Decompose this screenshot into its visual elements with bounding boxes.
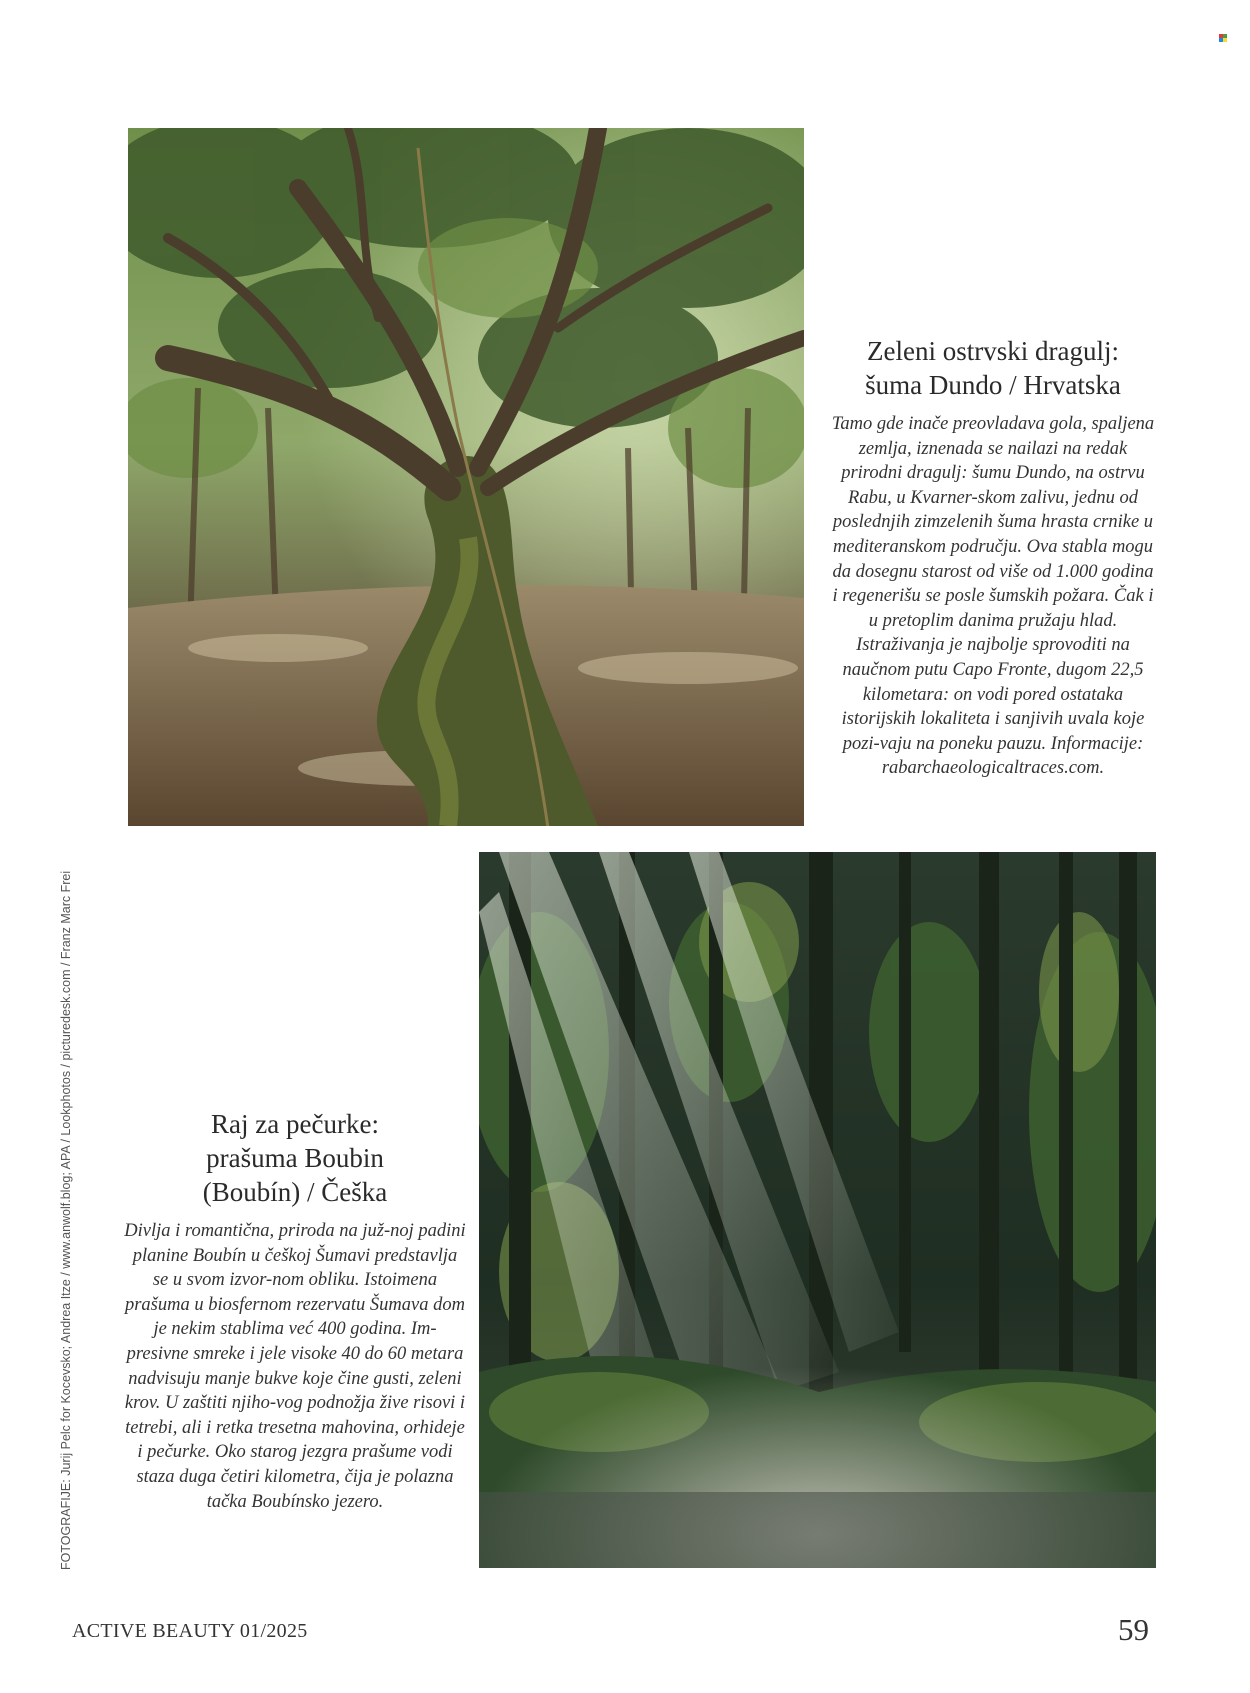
photo-credits: FOTOGRAFIJE: Jurij Pelc for Kocevsko; Andrea Itze / www.anwolf.blog; APA / Lookphotos / picturedesk.com / Franz Marc Frei — [59, 870, 73, 1570]
page-number: 59 — [1118, 1612, 1149, 1647]
article-dundo-forest — [828, 334, 1158, 781]
title-line-1: Zeleni ostrvski dragulj: — [867, 336, 1119, 366]
title-line-1: Raj za pečurke: — [211, 1109, 379, 1139]
article-body-dundo: Tamo gde inače preovladava gola, spaljena zemlja, iznenada se nailazi na redak prirodni dragulj: šumu Dundo, na ostrvu Rabu, u Kvarner-skom zalivu, jednu od poslednjih zimzelenih šuma hrasta crnike u mediteranskom području. Ova stabla mogu da dosegnu starost od više od 1.000 godina i regenerišu se posle šumskih požara. Čak i u pretoplim danima pružaju hlad. Istraživanja je najbolje sprovoditi na naučnom putu Capo Fronte, dugom 22,5 kilometara: on vodi pored ostataka istorijskih lokaliteta i sanjivih uvala koje pozi-vaju na poneku pauzu. Informacije: rabarchaeologicaltraces.com. — [831, 414, 1155, 779]
photo-boubin-forest — [479, 852, 1156, 1568]
article-title-dundo — [828, 334, 1158, 402]
title-line-2: šuma Dundo / Hrvatska — [865, 370, 1121, 400]
corner-color-mark — [1219, 34, 1227, 42]
title-line-2: prašuma Boubin — [206, 1143, 384, 1173]
article-body-boubin: Divlja i romantična, priroda na juž-noj padini planine Boubín u češkoj Šumavi predstavlja se u svom izvor-nom obliku. Istoimena prašuma u biosfernom rezervatu Šumava dom je nekim stablima već 400 godina. Im-presivne smreke i jele visoke 40 do 60 metara nadvisuju manje bukve koje čine gusti, zeleni krov. U zaštiti njiho-vog podnožja žive risovi i tetrebi, ali i retka tresetna mahovina, orhideje i pečurke. Oko starog jezgra prašume vodi staza duga četiri kilometra, čija je polazna tačka Boubínsko jezero. — [124, 1221, 466, 1512]
article-boubin-forest — [124, 1107, 466, 1514]
title-line-3: (Boubín) / Češka — [202, 1177, 388, 1207]
photo-oak-tree-dundo — [128, 128, 804, 826]
footer-magazine-issue: ACTIVE BEAUTY 01/2025 — [72, 1620, 308, 1642]
article-title-boubin — [124, 1107, 466, 1209]
